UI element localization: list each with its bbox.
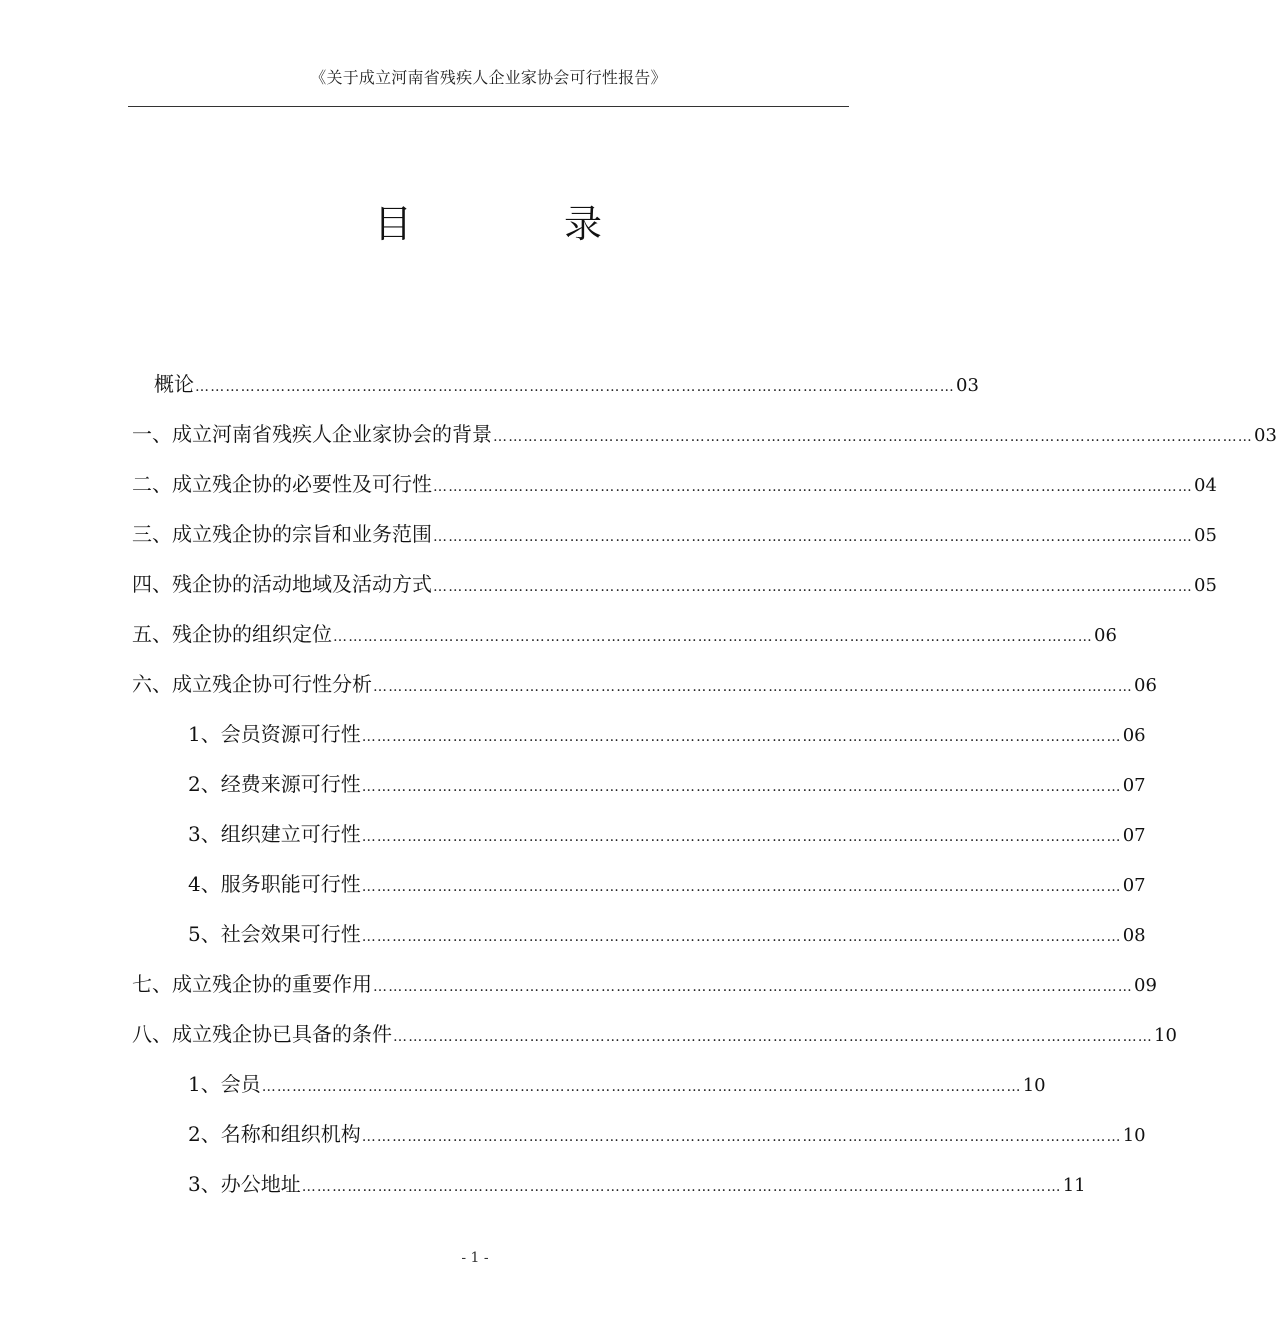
toc-entry-label: 五、残企协的组织定位 [132,622,332,646]
toc-entry-label: 3、办公地址 [188,1172,301,1196]
toc-entry-page: 07 [1122,775,1146,796]
toc-entry-page: 05 [1194,575,1217,596]
toc-entry-label: 2、经费来源可行性 [188,772,361,796]
toc-entry-page: 07 [1122,825,1146,846]
toc-entry-label: 概论 [154,372,194,396]
toc-entry-label: 六、成立残企协可行性分析 [132,672,372,696]
toc-entry-section-8-2[interactable] [188,1118,1146,1150]
toc-entry-label: 二、成立残企协的必要性及可行性 [132,472,432,496]
toc-dot-leader: …………………………………………………………………………………………………………………………………… [195,379,955,395]
header-rule [128,106,849,107]
toc-title-char-2: 录 [564,202,603,246]
toc-dot-leader: …………………………………………………………………………………………………………………………………… [433,579,1193,595]
toc-dot-leader: …………………………………………………………………………………………………………………………………… [333,629,1093,645]
toc-entry-section-6-4[interactable] [188,868,1146,900]
toc-entry-page: 11 [1062,1175,1086,1196]
toc-dot-leader: …………………………………………………………………………………………………………………………………… [493,429,1253,445]
toc-entry-page: 06 [1094,625,1117,646]
toc-dot-leader: …………………………………………………………………………………………………………………………………… [373,979,1133,995]
toc-dot-leader: …………………………………………………………………………………………………………………………………… [361,929,1122,945]
toc-title [0,196,950,252]
toc-dot-leader: …………………………………………………………………………………………………………………………………… [361,879,1122,895]
toc-dot-leader: …………………………………………………………………………………………………………………………………… [361,729,1122,745]
toc-entry-page: 07 [1122,875,1146,896]
toc-entry-section-7[interactable] [132,968,1157,1000]
toc-entry-section-6-1[interactable] [188,718,1146,750]
toc-entry-label: 七、成立残企协的重要作用 [132,972,372,996]
toc-entry-label: 四、残企协的活动地域及活动方式 [132,572,432,596]
toc-entry-page: 10 [1154,1025,1177,1046]
toc-dot-leader: …………………………………………………………………………………………………………………………………… [393,1029,1153,1045]
toc-entry-section-8-1[interactable] [188,1068,1046,1100]
toc-entry-page: 03 [1254,425,1277,446]
toc-entry-section-6-5[interactable] [188,918,1146,950]
toc-entry-section-8[interactable] [132,1018,1177,1050]
toc-dot-leader: …………………………………………………………………………………………………………………………………… [361,779,1122,795]
toc-entry-page: 04 [1194,475,1217,496]
toc-entry-section-3[interactable] [132,518,1217,550]
toc-entry-page: 08 [1122,925,1146,946]
toc-entry-label: 5、社会效果可行性 [188,922,361,946]
toc-entry-label: 1、会员资源可行性 [188,722,361,746]
toc-entry-page: 10 [1022,1075,1046,1096]
toc-entry-section-1[interactable] [132,418,1277,450]
toc-dot-leader: …………………………………………………………………………………………………………………………………… [373,679,1133,695]
toc-dot-leader: …………………………………………………………………………………………………………………………………… [433,479,1193,495]
toc-entry-page: 03 [956,375,979,396]
running-header: 《关于成立河南省残疾人企业家协会可行性报告》 [310,68,667,87]
toc-entry-label: 3、组织建立可行性 [188,822,361,846]
toc-entry-section-6-2[interactable] [188,768,1146,800]
toc-dot-leader: …………………………………………………………………………………………………………………………………… [361,1129,1122,1145]
toc-entry-page: 06 [1122,725,1146,746]
toc-entry-section-6[interactable] [132,668,1157,700]
toc-dot-leader: …………………………………………………………………………………………………………………………………… [261,1079,1022,1095]
toc-entry-section-4[interactable] [132,568,1217,600]
toc-entry-section-2[interactable] [132,468,1217,500]
toc-entry-section-6-3[interactable] [188,818,1146,850]
toc-entry-section-8-3[interactable] [188,1168,1086,1200]
toc-entry-label: 2、名称和组织机构 [188,1122,361,1146]
toc-entry-page: 10 [1122,1125,1146,1146]
toc-entry-page: 06 [1134,675,1157,696]
page-number: - 1 - [461,1250,489,1266]
toc-title-char-1: 目 [374,202,413,246]
toc-entry-section-5[interactable] [132,618,1117,650]
toc-entry-label: 1、会员 [188,1072,261,1096]
toc-dot-leader: …………………………………………………………………………………………………………………………………… [433,529,1193,545]
toc-dot-leader: …………………………………………………………………………………………………………………………………… [301,1179,1062,1195]
toc-entry-label: 一、成立河南省残疾人企业家协会的背景 [132,422,492,446]
toc-entry-page: 09 [1134,975,1157,996]
toc-entry-label: 八、成立残企协已具备的条件 [132,1022,392,1046]
toc-entry-page: 05 [1194,525,1217,546]
toc-entry-overview[interactable] [154,368,979,400]
toc-dot-leader: …………………………………………………………………………………………………………………………………… [361,829,1122,845]
toc-entry-label: 三、成立残企协的宗旨和业务范围 [132,522,432,546]
toc-entry-label: 4、服务职能可行性 [188,872,361,896]
